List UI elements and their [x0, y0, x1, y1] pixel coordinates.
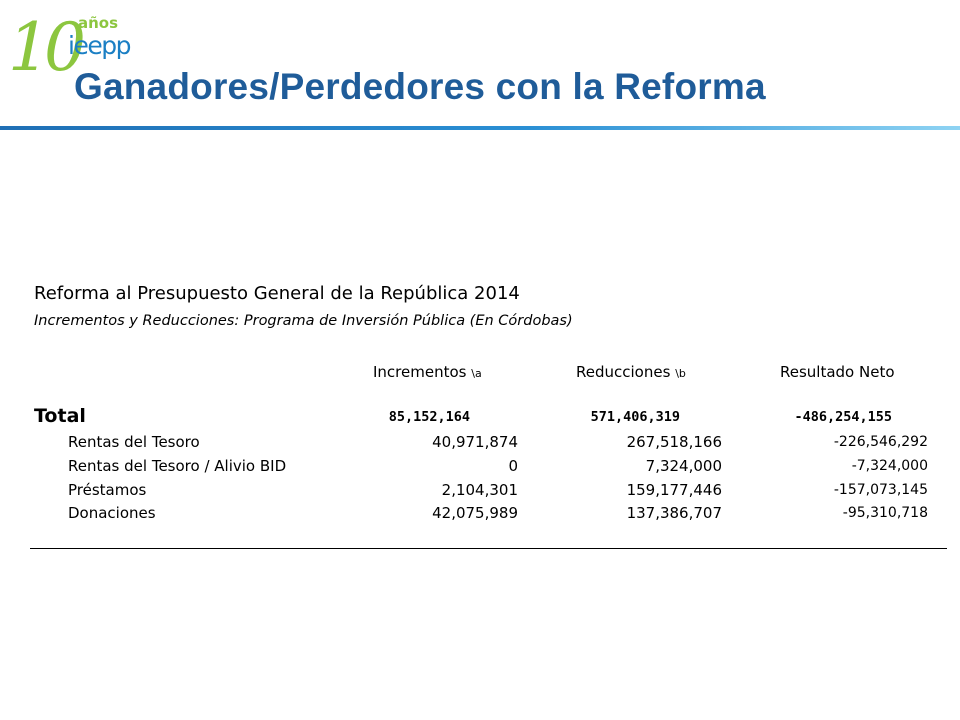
table-row-label: Préstamos: [68, 481, 147, 499]
slide-title: Ganadores/Perdedores con la Reforma: [74, 66, 766, 107]
column-header-label: Reducciones: [576, 363, 671, 381]
column-header-label: Resultado Neto: [780, 363, 895, 381]
table-cell-neto: -95,310,718: [842, 505, 928, 521]
table-cell-reducciones: 159,177,446: [626, 481, 722, 499]
total-incrementos: 85,152,164: [388, 409, 470, 425]
table-cell-neto: -226,546,292: [833, 434, 928, 450]
column-header-note: \b: [675, 367, 686, 380]
svg-text:10: 10: [8, 9, 80, 84]
document-title: Reforma al Presupuesto General de la República 2014: [34, 283, 520, 304]
column-header-resultado-neto: [780, 363, 895, 381]
svg-text:años: años: [78, 14, 119, 32]
document-subtitle: Incrementos y Reducciones: Programa de Inversión Pública (En Córdobas): [34, 313, 573, 329]
table-cell-incrementos: 2,104,301: [441, 481, 518, 499]
total-reducciones: 571,406,319: [590, 409, 680, 425]
total-neto: -486,254,155: [794, 409, 892, 425]
table-row-label: Rentas del Tesoro: [68, 433, 200, 451]
table-cell-reducciones: 137,386,707: [626, 504, 722, 522]
table-cell-incrementos: 0: [508, 457, 518, 475]
table-bottom-divider: [30, 548, 947, 549]
table-cell-incrementos: 42,075,989: [432, 504, 518, 522]
table-cell-incrementos: 40,971,874: [432, 433, 518, 451]
column-header-reducciones: [576, 363, 686, 381]
title-divider: [0, 126, 960, 130]
table-row-label: Rentas del Tesoro / Alivio BID: [68, 457, 287, 475]
total-row-label: Total: [34, 405, 86, 427]
svg-text:ieepp: ieepp: [68, 31, 130, 60]
column-header-incrementos: [373, 363, 482, 381]
column-header-note: \a: [471, 367, 482, 380]
table-cell-reducciones: 7,324,000: [645, 457, 722, 475]
table-row-label: Donaciones: [68, 504, 156, 522]
table-cell-reducciones: 267,518,166: [626, 433, 722, 451]
table-cell-neto: -157,073,145: [833, 482, 928, 498]
column-header-label: Incrementos: [373, 363, 467, 381]
table-cell-neto: -7,324,000: [851, 458, 928, 474]
